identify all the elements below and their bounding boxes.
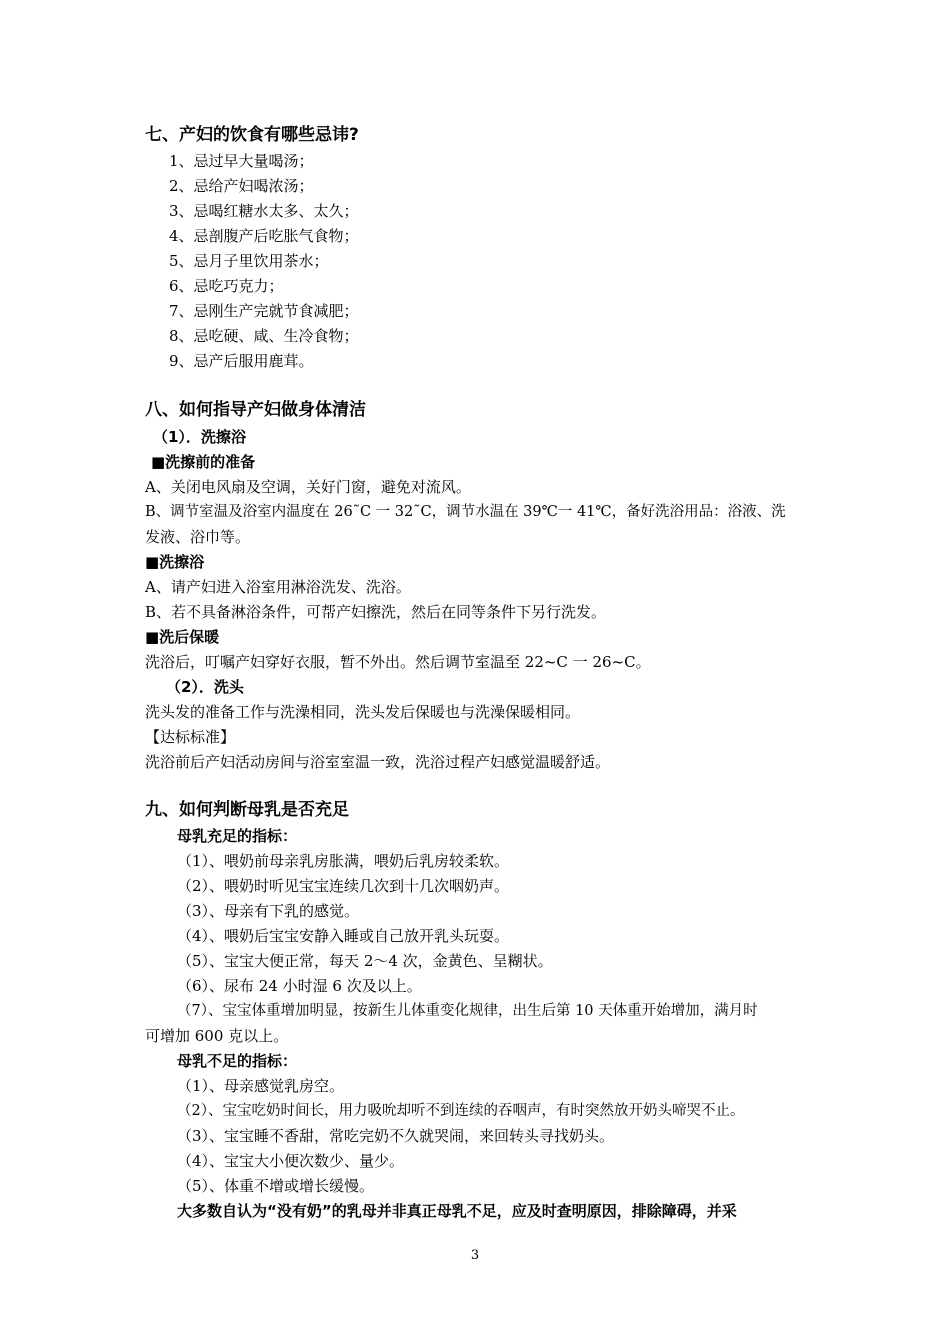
- prep-heading: ■洗擦前的准备: [151, 453, 256, 471]
- list-item: （4）、喂奶后宝宝安静入睡或自己放开乳头玩耍。: [177, 927, 510, 945]
- bath-heading: ■洗擦浴: [145, 553, 205, 571]
- list-item: （3）、母亲有下乳的感觉。: [177, 902, 360, 920]
- list-item: 4、忌剖腹产后吃胀气食物；: [169, 227, 359, 245]
- list-item: （1）、母亲感觉乳房空。: [177, 1077, 345, 1095]
- page-number: 3: [470, 1248, 480, 1263]
- paragraph: A、关闭电风扇及空调，关好门窗，避免对流风。: [145, 478, 471, 496]
- closing-paragraph: 大多数自认为“没有奶”的乳母并非真正母乳不足，应及时查明原因，排除障碍，并采: [177, 1202, 737, 1220]
- list-item: 可增加 600 克以上。: [145, 1027, 289, 1045]
- list-item: （1）、喂奶前母亲乳房胀满，喂奶后乳房较柔软。: [177, 852, 510, 870]
- section-9-title: 九、如何判断母乳是否充足: [145, 800, 349, 820]
- list-item: 2、忌给产妇喝浓汤；: [169, 177, 314, 195]
- subsection-hair-heading: （2）．洗头: [166, 678, 244, 696]
- paragraph: 发液、浴巾等。: [145, 528, 251, 546]
- section-8-title: 八、如何指导产妇做身体清洁: [145, 400, 366, 420]
- enough-heading: 母乳充足的指标：: [177, 827, 298, 845]
- list-item: 9、忌产后服用鹿茸。: [169, 352, 314, 370]
- list-item: （6）、尿布 24 小时湿 6 次及以上。: [177, 977, 422, 995]
- list-item: 1、忌过早大量喝汤；: [169, 152, 314, 170]
- list-item: （5）、体重不增或增长缓慢。: [177, 1177, 375, 1195]
- list-item: 6、忌吃巧克力；: [169, 277, 284, 295]
- list-item: （3）、宝宝睡不香甜，常吃完奶不久就哭闹，来回转头寻找奶头。: [177, 1127, 615, 1145]
- paragraph: 洗浴后，叮嘱产妇穿好衣服，暂不外出。然后调节室温至 22~C 一 26~C。: [145, 653, 651, 671]
- paragraph: B、调节室温及浴室内温度在 26˜C 一 32˜C，调节水温在 39℃一 41℃，备好洗浴用品：浴液、洗: [145, 504, 786, 520]
- list-item: （4）、宝宝大小便次数少、量少。: [177, 1152, 405, 1170]
- list-item: （7）、宝宝体重增加明显，按新生儿体重变化规律，出生后第 10 天体重开始增加，满月时: [177, 1003, 758, 1019]
- list-item: 5、忌月子里饮用茶水；: [169, 252, 329, 270]
- standard-heading: 【达标标准】: [145, 728, 236, 746]
- list-item: 8、忌吃硬、咸、生冷食物；: [169, 327, 359, 345]
- list-item: 3、忌喝红糖水太多、太久；: [169, 202, 359, 220]
- paragraph: 洗头发的准备工作与洗澡相同，洗头发后保暖也与洗澡保暖相同。: [145, 703, 581, 721]
- paragraph: 洗浴前后产妇活动房间与浴室室温一致，洗浴过程产妇感觉温暖舒适。: [145, 753, 611, 771]
- list-item: 7、忌刚生产完就节食减肥；: [169, 302, 359, 320]
- lack-heading: 母乳不足的指标：: [177, 1052, 298, 1070]
- paragraph: A、请产妇进入浴室用淋浴洗发、洗浴。: [145, 578, 411, 596]
- list-item: （2）、喂奶时听见宝宝连续几次到十几次咽奶声。: [177, 877, 510, 895]
- subsection-bath-heading: （1）．洗擦浴: [153, 428, 246, 446]
- section-7-title: 七、产妇的饮食有哪些忌讳?: [145, 125, 359, 145]
- paragraph: B、若不具备淋浴条件，可帮产妇擦洗，然后在同等条件下另行洗发。: [145, 603, 607, 621]
- list-item: （5）、宝宝大便正常，每天 2～4 次，金黄色、呈糊状。: [177, 952, 553, 970]
- warm-heading: ■洗后保暖: [145, 628, 220, 646]
- list-item: （2）、宝宝吃奶时间长，用力吸吮却听不到连续的吞咽声，有时突然放开奶头啼哭不止。: [177, 1103, 745, 1119]
